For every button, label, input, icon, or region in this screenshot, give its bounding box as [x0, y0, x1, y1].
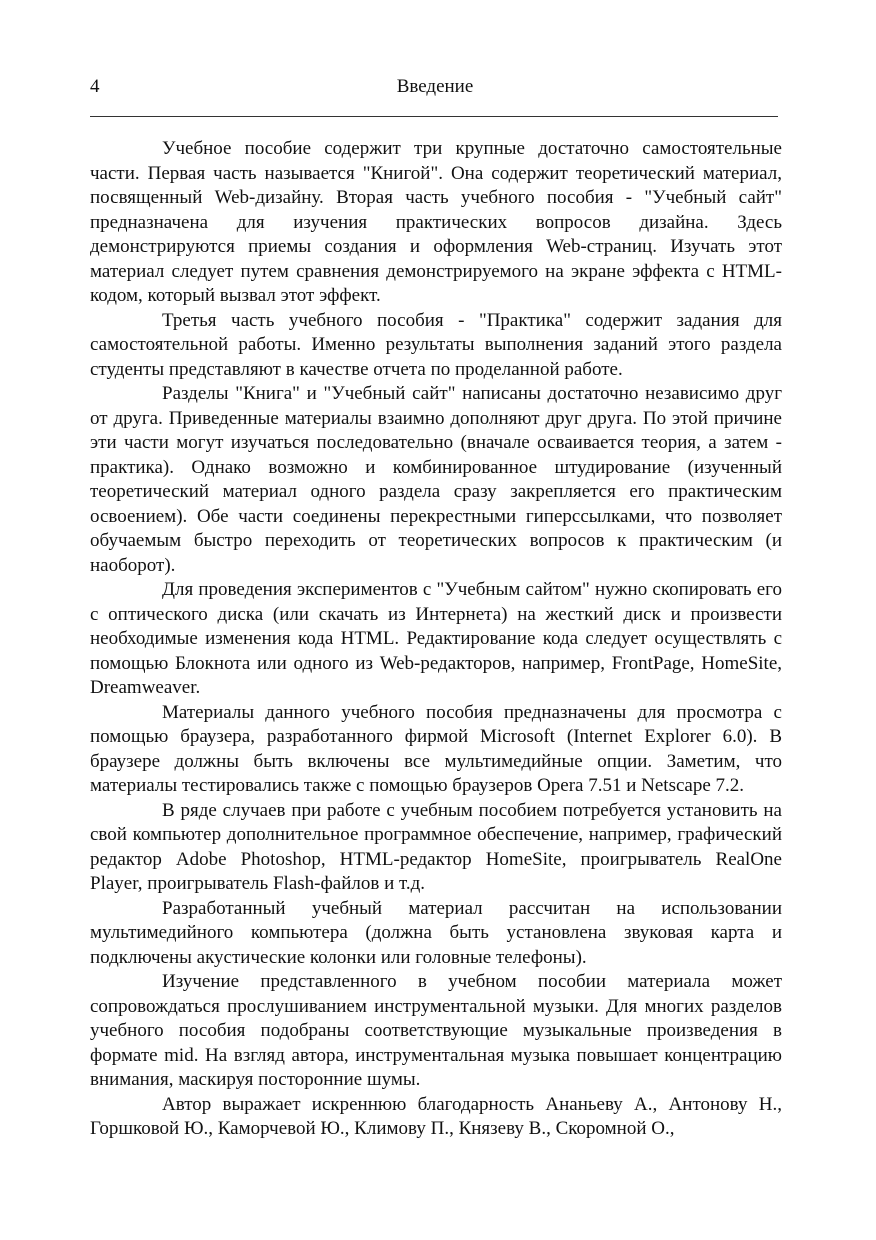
running-title: Введение [396, 76, 474, 97]
paragraph-experiments: Для проведения экспериментов с "Учебным сайтом" нужно скопировать его с оптического диска (или скачать из Интернета) на жесткий диск и произвести необходимые изменения кода HTML. Редактирование кода следует осуществлять с помощью Блокнота или одного из Web-редакторов, например, FrontPage, HomeSite, Dreamweaver. [90, 579, 782, 698]
paragraph-sections: Разделы "Книга" и "Учебный сайт" написаны достаточно независимо друг от друга. Приведенные материалы взаимно дополняют друг друга. По этой причине эти части могут изучаться последовательно (вначале осваивается теория, а затем - практика). Однако возможно и комбинированное штудирование (изученный теоретический материал одного раздела сразу закрепляется его практическим освоением). Обе части соединены перекрестными гиперссылками, что позволяет обучаемым быстро переходить от теоретических вопросов к практическим (и наоборот). [90, 383, 782, 576]
paragraph-software: В ряде случаев при работе с учебным пособием потребуется установить на свой компьютер дополнительное программное обеспечение, например, графический редактор Adobe Photoshop, HTML-редактор HomeSite, проигрыватель RealOne Player, проигрыватель Flash-файлов и т.д. [90, 799, 782, 894]
paragraph-practice: Третья часть учебного пособия - "Практика" содержит задания для самостоятельной работы. Именно результаты выполнения заданий этого раздела студенты представляют в качестве отчета по проделанной работе. [90, 309, 782, 380]
paragraph-browser: Материалы данного учебного пособия предназначены для просмотра с помощью браузера, разработанного фирмой Microsoft (Internet Explorer 6.0). В браузере должны быть включены все мультимедийные опции. Заметим, что материалы тестировались также с помощью браузеров Opera 7.51 и Netscape 7.2. [90, 701, 782, 796]
paragraph-music: Изучение представленного в учебном пособии материала может сопровождаться прослушиванием инструментальной музыки. Для многих разделов учебного пособия подобраны соответствующие музыкальные произведения в формате mid. На взгляд автора, инструментальная музыка повышает концентрацию внимания, маскируя посторонние шумы. [90, 971, 782, 1090]
header-divider [90, 116, 778, 117]
page-header [90, 74, 780, 104]
page-number: 4 [90, 76, 100, 97]
paragraph-intro: Учебное пособие содержит три крупные достаточно самостоятельные части. Первая часть называется "Книгой". Она содержит теоретический материал, посвященный Web-дизайну. Вторая часть учебного пособия - "Учебный сайт" предназначена для изучения практических вопросов дизайна. Здесь демонстрируются приемы создания и оформления Web-страниц. Изучать этот материал следует путем сравнения демонстрируемого на экране эффекта с HTML-кодом, который вызвал этот эффект. [90, 138, 782, 306]
paragraph-multimedia: Разработанный учебный материал рассчитан на использовании мультимедийного компьютера (должна быть установлена звуковая карта и подключены акустические колонки или головные телефоны). [90, 897, 782, 968]
paragraph-acknowledgements: Автор выражает искреннюю благодарность Ананьеву А., Антонову Н., Горшковой Ю., Каморчевой Ю., Климову П., Князеву В., Скоромной О., [90, 1093, 782, 1139]
body-text [90, 137, 782, 1142]
